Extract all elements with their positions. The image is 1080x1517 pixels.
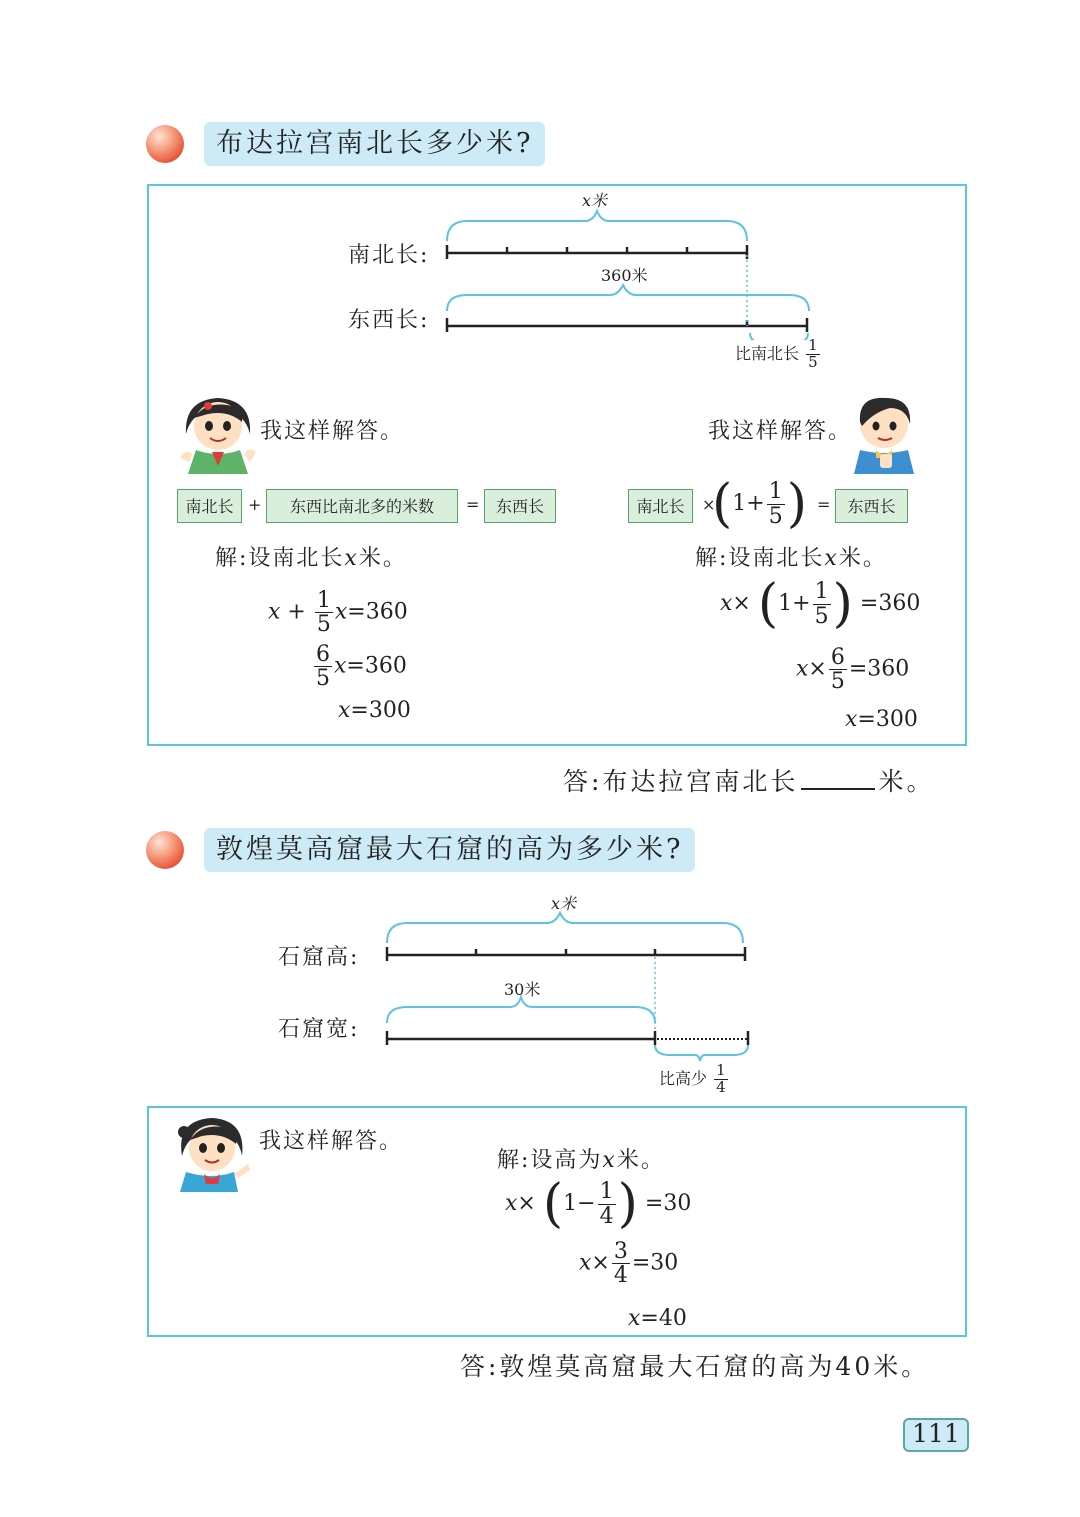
answer-1: 答:布达拉宫南北长 米。 [563, 767, 935, 796]
answer-2: 答:敦煌莫高窟最大石窟的高为40米。 [460, 1352, 930, 1381]
segment-diagram-2 [370, 905, 770, 1065]
right-equation-1: x× (1+ $\frac{1}{5}$ ) =360 [720, 574, 921, 634]
question-2-title: 敦煌莫高窟最大石窟的高为多少米? [204, 828, 695, 872]
equals-sign: = [466, 495, 480, 514]
brace-x [447, 211, 747, 241]
left-equation-2: $\frac{6}{5}$ x=360 [316, 642, 407, 692]
left-equation-1: x + $\frac{1}{5}$ x=360 [268, 588, 408, 638]
right-box-ns: 南北长 [628, 489, 693, 523]
boy-character-icon [848, 392, 920, 474]
left-say-label: 我这样解答。 [260, 419, 405, 444]
brace-x-2 [387, 913, 743, 943]
left-equation-3: x=300 [338, 698, 411, 723]
right-let-statement: 解:设南北长x米。 [695, 546, 887, 571]
length-30-label: 30米 [504, 980, 541, 999]
question-1-title: 布达拉宫南北长多少米? [204, 122, 545, 166]
ns-length-label: 南北长: [348, 243, 430, 268]
left-let-statement: 解:设南北长x米。 [215, 546, 407, 571]
left-box-ns: 南北长 [177, 489, 242, 523]
brace-360 [447, 285, 809, 311]
q2-let-statement: 解:设高为x米。 [497, 1148, 665, 1173]
q2-equation-1: x× (1− $\frac{1}{4}$ ) =30 [505, 1174, 692, 1234]
brace-less [655, 1045, 748, 1061]
girl-pointing-icon [172, 1112, 252, 1194]
left-box-ew: 东西长 [484, 489, 556, 523]
girl-character-icon [178, 392, 258, 474]
page-number: 111 [903, 1418, 969, 1452]
right-equation-2: x× $\frac{6}{5}$ =360 [796, 645, 910, 695]
brace-30 [387, 997, 655, 1023]
more-than-ns-label: 比南北长 $\frac{1}{5}$ [735, 336, 818, 371]
right-say-label: 我这样解答。 [708, 419, 853, 444]
ew-length-label: 东西长: [348, 308, 430, 333]
question-bullet-icon [146, 831, 184, 869]
x-meters-label-2: x米 [551, 894, 577, 913]
answer-blank[interactable] [801, 770, 875, 790]
q2-equation-3: x=40 [628, 1306, 687, 1331]
right-equation-3: x=300 [845, 707, 918, 732]
plus-sign: + [248, 495, 262, 514]
q2-equation-2: x× $\frac{3}{4}$ =30 [579, 1239, 679, 1289]
question-bullet-icon [146, 125, 184, 163]
right-box-ew: 东西长 [835, 489, 908, 523]
less-than-height-label: 比高少 $\frac{1}{4}$ [659, 1061, 726, 1096]
height-label: 石窟高: [278, 945, 360, 970]
length-360-label: 360米 [601, 266, 648, 285]
width-label: 石窟宽: [278, 1017, 360, 1042]
equals-sign-right: = [817, 495, 831, 514]
q2-say-label: 我这样解答。 [259, 1129, 404, 1154]
left-box-diff: 东西比南北多的米数 [266, 489, 458, 523]
right-factor: (1+ $\frac{1}{5}$ ) [712, 474, 808, 534]
times-sign: × [702, 495, 716, 514]
x-meters-label: x米 [582, 191, 608, 210]
